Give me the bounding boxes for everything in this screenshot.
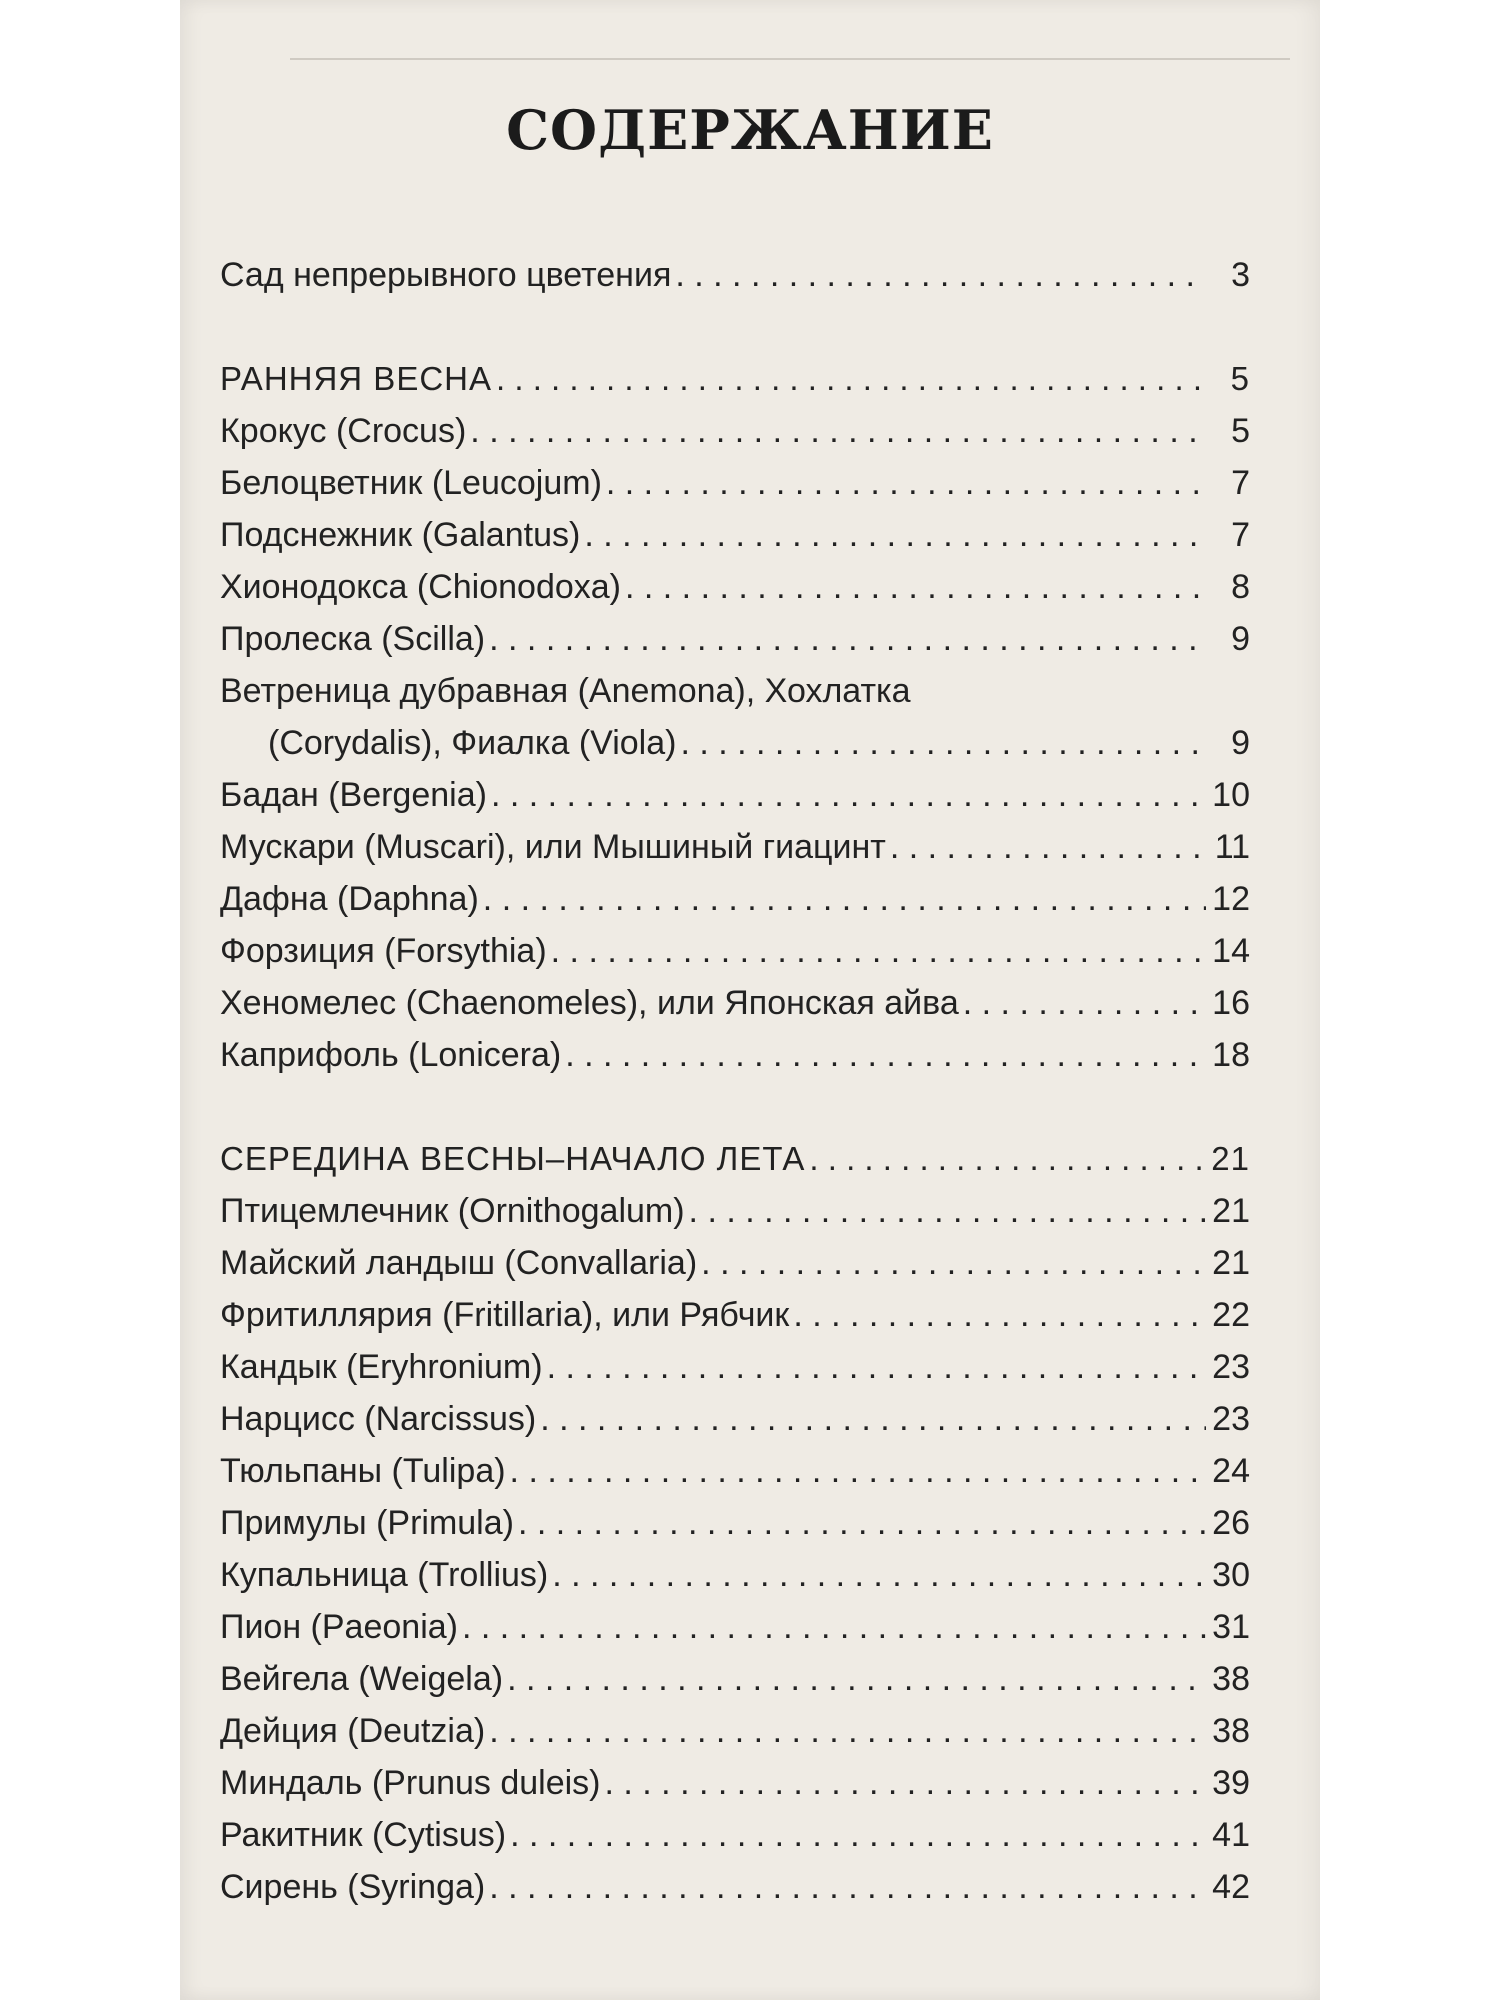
- toc-entry-label: Ракитник (Cytisus): [220, 1816, 507, 1854]
- dot-leader: [689, 1192, 1206, 1231]
- toc-entry: [220, 620, 1250, 672]
- toc-entry-label: Хеномелес (Chaenomeles), или Японская айва: [220, 984, 959, 1022]
- toc-entry-multiline-second: [220, 724, 1250, 776]
- dot-leader: [675, 256, 1206, 295]
- spacer: [220, 1088, 1250, 1140]
- toc-entry-page: 26: [1212, 1504, 1250, 1542]
- toc-entry: [220, 464, 1250, 516]
- toc-entry-page: 18: [1212, 1036, 1250, 1074]
- toc-entry: [220, 1348, 1250, 1400]
- toc-section-heading: [220, 1140, 1250, 1192]
- toc-entry-page: 21: [1212, 1192, 1250, 1230]
- dot-leader: [606, 464, 1206, 503]
- table-of-contents: [220, 256, 1250, 1920]
- toc-entry-page: 9: [1231, 620, 1250, 658]
- dot-leader: [625, 568, 1206, 607]
- dot-leader: [540, 1400, 1206, 1439]
- toc-entry-page: 41: [1212, 1816, 1250, 1854]
- toc-entry: [220, 1192, 1250, 1244]
- dot-leader: [510, 1816, 1206, 1855]
- toc-entry: [220, 932, 1250, 984]
- toc-entry-page: 39: [1212, 1764, 1250, 1802]
- toc-entry: [220, 828, 1250, 880]
- section-label: СЕРЕДИНА ВЕСНЫ–НАЧАЛО ЛЕТА: [220, 1140, 806, 1177]
- toc-entry-label: Кандык (Eryhronium): [220, 1348, 543, 1386]
- toc-entry: [220, 1036, 1250, 1088]
- dot-leader: [462, 1608, 1206, 1647]
- toc-entry-label: (Corydalis), Фиалка (Viola): [268, 724, 677, 762]
- toc-entry-page: 16: [1212, 984, 1250, 1022]
- dot-leader: [489, 1868, 1206, 1907]
- toc-entry: [220, 516, 1250, 568]
- toc-entry: [220, 984, 1250, 1036]
- dot-leader: [551, 932, 1206, 971]
- toc-entry-label: Белоцветник (Leucojum): [220, 464, 602, 502]
- toc-entry-page: 22: [1212, 1296, 1250, 1334]
- dot-leader: [809, 1140, 1206, 1178]
- toc-entry-page: 24: [1212, 1452, 1250, 1490]
- dot-leader: [470, 412, 1206, 451]
- toc-entry-page: 30: [1212, 1556, 1250, 1594]
- dot-leader: [680, 724, 1206, 763]
- dot-leader: [483, 880, 1206, 919]
- toc-entry-page: 14: [1212, 932, 1250, 970]
- dot-leader: [496, 360, 1206, 398]
- toc-entry-label: Фритиллярия (Fritillaria), или Рябчик: [220, 1296, 790, 1334]
- toc-entry-page: 11: [1214, 828, 1250, 866]
- toc-entry-label: Сирень (Syringa): [220, 1868, 486, 1906]
- toc-entry: [220, 1452, 1250, 1504]
- section-page: 5: [1230, 360, 1250, 397]
- section1-list: [220, 412, 1250, 672]
- toc-entry-page: 7: [1231, 516, 1250, 554]
- toc-entry: [220, 1660, 1250, 1712]
- toc-entry: [220, 1504, 1250, 1556]
- toc-entry: [220, 1244, 1250, 1296]
- toc-entry-intro: [220, 256, 1250, 308]
- toc-entry-page: 38: [1212, 1660, 1250, 1698]
- header-rule: [290, 58, 1290, 60]
- toc-entry-label: Крокус (Crocus): [220, 412, 467, 450]
- toc-entry: [220, 1556, 1250, 1608]
- toc-entry-label: Вейгела (Weigela): [220, 1660, 504, 1698]
- toc-entry-label: Примулы (Primula): [220, 1504, 514, 1542]
- dot-leader: [701, 1244, 1206, 1283]
- dot-leader: [491, 776, 1206, 815]
- toc-entry-label: Птицемлечник (Ornithogalum): [220, 1192, 685, 1230]
- toc-entry-label: Нарцисс (Narcissus): [220, 1400, 537, 1438]
- toc-entry-label: Каприфоль (Lonicera): [220, 1036, 562, 1074]
- toc-entry-page: 3: [1231, 256, 1250, 294]
- dot-leader: [565, 1036, 1206, 1075]
- toc-entry-page: 9: [1231, 724, 1250, 762]
- toc-entry-page: 10: [1212, 776, 1250, 814]
- page-title: СОДЕРЖАНИЕ: [506, 98, 994, 162]
- dot-leader: [489, 620, 1206, 659]
- toc-entry-label: Пион (Paeonia): [220, 1608, 458, 1646]
- toc-entry: [220, 1816, 1250, 1868]
- toc-entry: [220, 568, 1250, 620]
- dot-leader: [547, 1348, 1206, 1387]
- section-label: РАННЯЯ ВЕСНА: [220, 360, 493, 397]
- toc-entry-page: 42: [1212, 1868, 1250, 1906]
- dot-leader: [518, 1504, 1206, 1543]
- toc-entry-page: 23: [1212, 1400, 1250, 1438]
- dot-leader: [584, 516, 1206, 555]
- toc-entry: [220, 1608, 1250, 1660]
- section1-list-continued: [220, 776, 1250, 1088]
- toc-entry-label: Тюльпаны (Tulipa): [220, 1452, 506, 1490]
- toc-entry-page: 7: [1231, 464, 1250, 502]
- book-page: [180, 0, 1320, 2000]
- toc-entry-label: Мускари (Muscari), или Мышиный гиацинт: [220, 828, 886, 866]
- toc-entry-label: Сад непрерывного цветения: [220, 256, 672, 294]
- toc-section-heading: [220, 360, 1250, 412]
- toc-entry-label: Дафна (Daphna): [220, 880, 479, 918]
- toc-entry-page: 31: [1212, 1608, 1250, 1646]
- toc-entry: [220, 880, 1250, 932]
- toc-entry: [220, 1764, 1250, 1816]
- spacer: [220, 308, 1250, 360]
- dot-leader: [963, 984, 1206, 1023]
- toc-entry-label: Хионодокса (Chionodoxa): [220, 568, 621, 606]
- toc-entry-page: 21: [1212, 1244, 1250, 1282]
- toc-entry-page: 12: [1212, 880, 1250, 918]
- dot-leader: [890, 828, 1206, 867]
- toc-entry-page: 23: [1212, 1348, 1250, 1386]
- toc-entry: [220, 776, 1250, 828]
- dot-leader: [489, 1712, 1206, 1751]
- toc-entry-label: Бадан (Bergenia): [220, 776, 487, 814]
- toc-entry-page: 38: [1212, 1712, 1250, 1750]
- toc-entry-label: Купальница (Trollius): [220, 1556, 549, 1594]
- toc-entry-page: 8: [1231, 568, 1250, 606]
- toc-entry-label: Пролеска (Scilla): [220, 620, 486, 658]
- toc-entry: [220, 1712, 1250, 1764]
- toc-entry: [220, 1296, 1250, 1348]
- dot-leader: [507, 1660, 1206, 1699]
- toc-entry: [220, 1400, 1250, 1452]
- dot-leader: [552, 1556, 1206, 1595]
- toc-entry-label: Миндаль (Prunus duleis): [220, 1764, 601, 1802]
- section-page: 21: [1211, 1140, 1250, 1177]
- toc-entry-label: Дейция (Deutzia): [220, 1712, 486, 1750]
- toc-entry: [220, 1868, 1250, 1920]
- toc-entry-label: Форзиция (Forsythia): [220, 932, 547, 970]
- toc-entry-page: 5: [1231, 412, 1250, 450]
- toc-entry-label: Подснежник (Galantus): [220, 516, 581, 554]
- toc-entry: [220, 412, 1250, 464]
- toc-entry-label: Майский ландыш (Convallaria): [220, 1244, 698, 1282]
- toc-entry-multiline-first: Ветреница дубравная (Anemona), Хохлатка: [220, 672, 911, 710]
- dot-leader: [510, 1452, 1206, 1491]
- dot-leader: [605, 1764, 1207, 1803]
- section2-list: [220, 1192, 1250, 1920]
- dot-leader: [793, 1296, 1206, 1335]
